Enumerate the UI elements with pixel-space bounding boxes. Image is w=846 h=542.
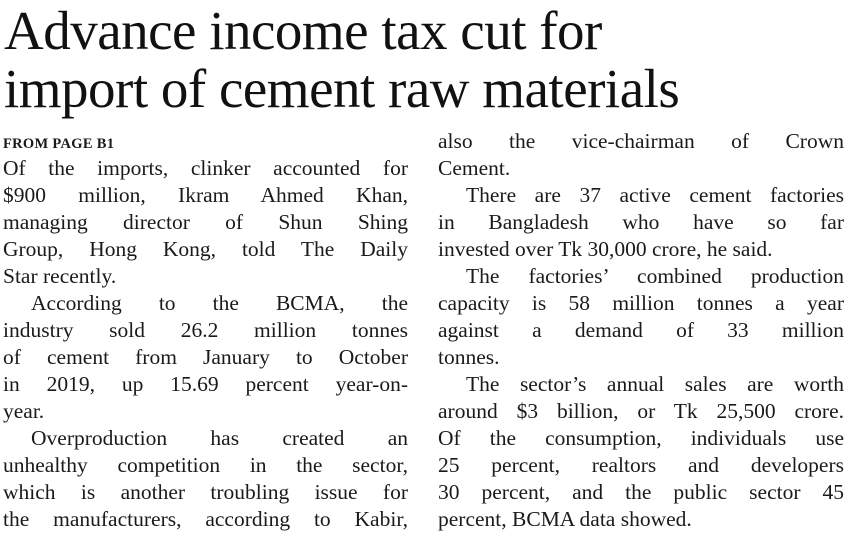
text-line: Overproduction has created an bbox=[31, 426, 408, 450]
kicker-from-page: FROM PAGE B1 bbox=[3, 136, 115, 152]
text-line: tonnes. bbox=[438, 345, 500, 369]
text-line: 30 percent, and the public sector 45 bbox=[438, 480, 844, 504]
article-column-2 bbox=[438, 128, 844, 533]
paragraph-imports bbox=[3, 155, 408, 290]
text-line: unhealthy competition in the sector, bbox=[3, 453, 408, 477]
paragraph-bcma-sales bbox=[3, 290, 408, 425]
text-line: also the vice-chairman of Crown bbox=[438, 129, 844, 153]
headline bbox=[4, 2, 844, 118]
text-line: Group, Hong Kong, told The Daily bbox=[3, 237, 408, 261]
text-line: percent, BCMA data showed. bbox=[438, 507, 692, 531]
text-line: Cement. bbox=[438, 156, 511, 180]
text-line: year. bbox=[3, 399, 45, 423]
text-line: The factories’ combined production bbox=[466, 264, 844, 288]
text-line: of cement from January to October bbox=[3, 345, 408, 369]
text-line: 25 percent, realtors and developers bbox=[438, 453, 844, 477]
text-line: Star recently. bbox=[3, 264, 117, 288]
text-line: around $3 billion, or Tk 25,500 crore. bbox=[438, 399, 844, 423]
text-line: against a demand of 33 million bbox=[438, 318, 844, 342]
paragraph-capacity bbox=[438, 263, 844, 371]
text-line: The sector’s annual sales are worth bbox=[466, 372, 844, 396]
text-line: managing director of Shun Shing bbox=[3, 210, 408, 234]
text-line: Of the consumption, individuals use bbox=[438, 426, 844, 450]
text-line: There are 37 active cement factories bbox=[466, 183, 844, 207]
headline-line-1: Advance income tax cut for bbox=[4, 0, 602, 61]
paragraph-sales-consumption bbox=[438, 371, 844, 533]
headline-line-2: import of cement raw materials bbox=[4, 58, 680, 119]
text-line: Of the imports, clinker accounted for bbox=[3, 156, 408, 180]
text-line: industry sold 26.2 million tonnes bbox=[3, 318, 408, 342]
text-line: capacity is 58 million tonnes a year bbox=[438, 291, 844, 315]
paragraph-continuation bbox=[438, 128, 844, 182]
text-line: in 2019, up 15.69 percent year-on- bbox=[3, 372, 408, 396]
text-line: which is another troubling issue for bbox=[3, 480, 408, 504]
text-line: invested over Tk 30,000 crore, he said. bbox=[438, 237, 773, 261]
text-line: According to the BCMA, the bbox=[31, 291, 408, 315]
paragraph-overproduction bbox=[3, 425, 408, 533]
text-line: the manufacturers, according to Kabir, bbox=[3, 507, 408, 531]
text-line: $900 million, Ikram Ahmed Khan, bbox=[3, 183, 408, 207]
text-line: in Bangladesh who have so far bbox=[438, 210, 844, 234]
article-column-1 bbox=[3, 155, 408, 533]
paragraph-factories bbox=[438, 182, 844, 263]
